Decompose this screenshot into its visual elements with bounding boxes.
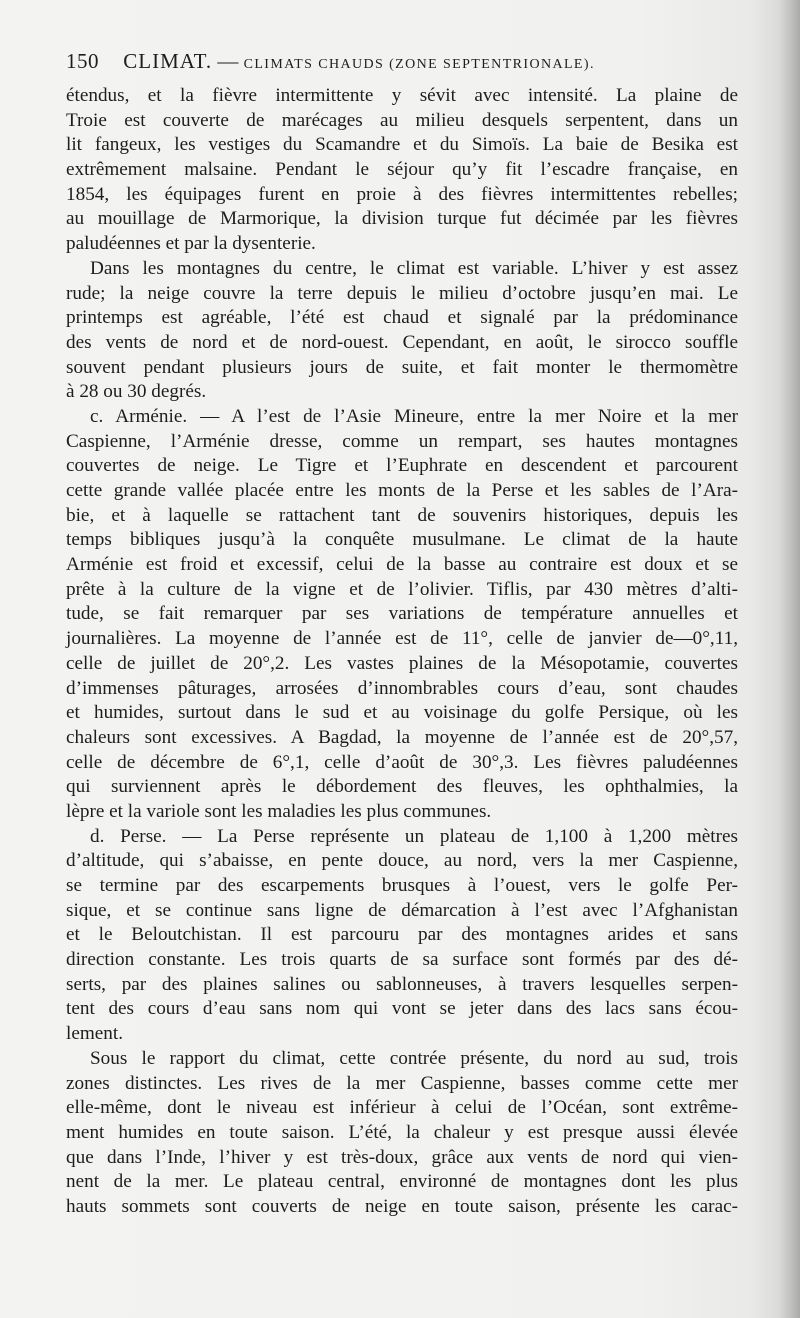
text-line: rude; la neige couvre la terre depuis le milieu d’octobre jusqu’en mai. Le bbox=[66, 282, 738, 304]
text-line: temps bibliques jusqu’à la conquête musulmane. Le climat de la haute bbox=[66, 529, 738, 551]
text-line: et humides, surtout dans le sud et au voisinage du golfe Persique, où les bbox=[66, 702, 738, 724]
text-line: printemps est agréable, l’été est chaud et signalé par la prédominance bbox=[66, 307, 738, 329]
text-line: serts, par des plaines salines ou sablonneuses, à travers lesquelles serpen- bbox=[66, 973, 738, 995]
text-line: elle-même, dont le niveau est inférieur à celui de l’Océan, sont extrême- bbox=[66, 1097, 738, 1119]
text-line: tude, se fait remarquer par ses variations de température annuelles et bbox=[66, 603, 738, 625]
text-line: prête à la culture de la vigne et de l’olivier. Tiflis, par 430 mètres d’alti- bbox=[66, 578, 738, 600]
page-number: 150 bbox=[66, 49, 99, 73]
text-line: zones distinctes. Les rives de la mer Caspienne, basses comme cette mer bbox=[66, 1072, 738, 1094]
text-line: celle de juillet de 20°,2. Les vastes plaines de la Mésopotamie, couvertes bbox=[66, 652, 738, 674]
text-line: direction constante. Les trois quarts de sa surface sont formés par des dé- bbox=[66, 949, 738, 971]
text-line: à 28 ou 30 degrés. bbox=[66, 381, 207, 403]
page-edge-shadow bbox=[778, 0, 800, 1318]
text-line: souvent pendant plusieurs jours de suite, et fait monter le thermomètre bbox=[66, 356, 738, 378]
text-line: extrêmement malsaine. Pendant le séjour qu’y fit l’escadre française, en bbox=[66, 159, 738, 181]
running-subtitle: CLIMATS CHAUDS (ZONE SEPTENTRIONALE). bbox=[243, 57, 595, 72]
text-line: Caspienne, l’Arménie dresse, comme un rempart, ses hautes montagnes bbox=[66, 430, 738, 452]
text-line: d. Perse. — La Perse représente un plateau de 1,100 à 1,200 mètres bbox=[90, 825, 738, 847]
text-line: des vents de nord et de nord-ouest. Cependant, en août, le sirocco souffle bbox=[66, 331, 738, 353]
text-line: d’immenses pâturages, arrosées d’innombrables cours d’eau, sont chaudes bbox=[66, 677, 738, 699]
text-line: Dans les montagnes du centre, le climat est variable. L’hiver y est assez bbox=[90, 257, 738, 279]
running-dash: — bbox=[217, 49, 239, 73]
text-line: d’altitude, qui s’abaisse, en pente douce, au nord, vers la mer Caspienne, bbox=[66, 850, 738, 872]
text-line: se termine par des escarpements brusques à l’ouest, vers le golfe Per- bbox=[66, 875, 738, 896]
text-line: sique, et se continue sans ligne de démarcation à l’est avec l’Afghanistan bbox=[66, 899, 738, 921]
text-line: et le Beloutchistan. Il est parcouru par des montagnes arides et sans bbox=[66, 924, 738, 946]
text-line: Troie est couverte de marécages au milieu desquels serpentent, dans un bbox=[66, 109, 738, 131]
running-title: CLIMAT. bbox=[123, 49, 213, 73]
text-line: lit fangeux, les vestiges du Scamandre et du Simoïs. La baie de Besika est bbox=[66, 134, 738, 156]
text-line: hauts sommets sont couverts de neige en toute saison, présente les carac- bbox=[66, 1195, 738, 1217]
text-body bbox=[66, 84, 738, 1220]
text-line: couvertes de neige. Le Tigre et l’Euphrate en descendent et parcourent bbox=[66, 455, 738, 477]
text-line: que dans l’Inde, l’hiver y est très-doux, grâce aux vents de nord qui vien- bbox=[66, 1146, 738, 1168]
text-line: 1854, les équipages furent en proie à des fièvres intermittentes rebelles; bbox=[66, 183, 738, 205]
text-line: lement. bbox=[66, 1023, 124, 1045]
text-line: paludéennes et par la dysenterie. bbox=[66, 233, 316, 255]
text-line: étendus, et la fièvre intermittente y sévit avec intensité. La plaine de bbox=[66, 85, 738, 106]
text-line: qui surviennent après le débordement des fleuves, les ophthalmies, la bbox=[66, 776, 738, 798]
text-line: lèpre et la variole sont les maladies les plus communes. bbox=[66, 800, 492, 822]
text-line: c. Arménie. — A l’est de l’Asie Mineure, entre la mer Noire et la mer bbox=[90, 405, 738, 427]
text-line: ment humides en toute saison. L’été, la chaleur y est presque aussi élevée bbox=[66, 1121, 738, 1143]
text-line: journalières. La moyenne de l’année est de 11°, celle de janvier de—0°,11, bbox=[66, 628, 738, 650]
text-line: nent de la mer. Le plateau central, environné de montagnes dont les plus bbox=[66, 1171, 738, 1193]
text-line: Sous le rapport du climat, cette contrée présente, du nord au sud, trois bbox=[90, 1047, 738, 1069]
text-line: tent des cours d’eau sans nom qui vont se jeter dans des lacs sans écou- bbox=[66, 998, 738, 1020]
text-line: au mouillage de Marmorique, la division turque fut décimée par les fièvres bbox=[66, 208, 738, 230]
text-line: bie, et à laquelle se rattachent tant de souvenirs historiques, depuis les bbox=[66, 504, 738, 526]
running-head bbox=[66, 46, 746, 76]
text-line: cette grande vallée placée entre les monts de la Perse et les sables de l’Ara- bbox=[66, 480, 738, 501]
text-line: celle de décembre de 6°,1, celle d’août de 30°,3. Les fièvres paludéennes bbox=[66, 751, 738, 773]
text-line: chaleurs sont excessives. A Bagdad, la moyenne de l’année est de 20°,57, bbox=[66, 726, 738, 748]
text-line: Arménie est froid et excessif, celui de la basse au contraire est doux et se bbox=[66, 554, 738, 576]
